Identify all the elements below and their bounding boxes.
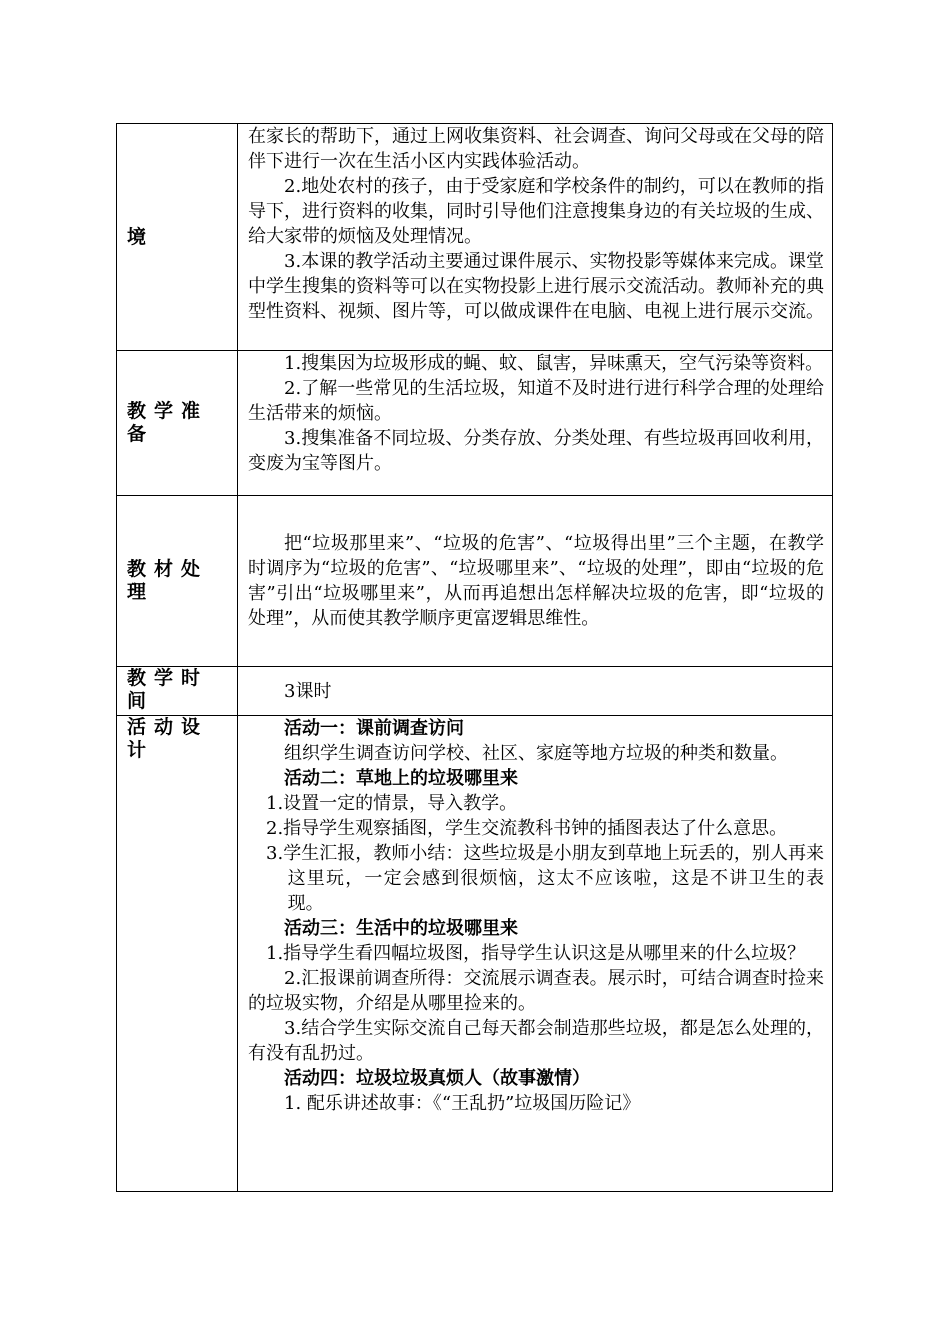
preparation-paragraph-1: 1.搜集因为垃圾形成的蝇、蚊、鼠害，异味熏天，空气污染等资料。 [284, 353, 824, 374]
activity4-title: 活动四：垃圾垃圾真烦人（故事激情） [284, 1068, 590, 1089]
content-material [238, 496, 833, 667]
content-preparation [238, 351, 833, 496]
environment-paragraph-1: 在家长的帮助下，通过上网收集资料、社会调查、询问父母或在父母的陪伴下进行一次在生活小区内实践体验活动。 [248, 126, 824, 172]
preparation-paragraph-2: 2.了解一些常见的生活垃圾，知道不及时进行进行科学合理的处理给生活带来的烦恼。 [248, 378, 824, 424]
row-environment [117, 124, 833, 351]
label-preparation: 教学准备 [117, 351, 238, 496]
lesson-plan-table [116, 123, 833, 1192]
label-time: 教学时间 [117, 667, 238, 716]
row-design [117, 716, 833, 1192]
activity3-item-1: 1.指导学生看四幅垃圾图，指导学生认识这是从哪里来的什么垃圾？ [266, 943, 806, 964]
activity2-item-1: 1.设置一定的情景，导入教学。 [266, 793, 518, 814]
content-design [238, 716, 833, 1192]
label-design: 活动设计 [117, 716, 238, 1192]
activity3-item-2: 2.汇报课前调查所得：交流展示调查表。展示时，可结合调查时捡来的垃圾实物，介绍是从哪里捡来的。 [248, 968, 824, 1014]
activity3-item-3: 3.结合学生实际交流自己每天都会制造那些垃圾，都是怎么处理的，有没有乱扔过。 [248, 1018, 824, 1064]
activity1-text: 组织学生调查访问学校、社区、家庭等地方垃圾的种类和数量。 [284, 743, 788, 764]
activity2-item-2: 2.指导学生观察插图，学生交流教科书钟的插图表达了什么意思。 [266, 818, 788, 839]
activity4-item-1: 1. 配乐讲述故事：《“王乱扔”垃圾国历险记》 [284, 1093, 641, 1114]
activity2-item-3: 3.学生汇报，教师小结：这些垃圾是小朋友到草地上玩丢的，别人再来这里玩，一定会感到很烦恼，这太不应该啦，这是不讲卫生的表现。 [266, 843, 824, 914]
label-environment: 境 [117, 124, 238, 351]
row-preparation [117, 351, 833, 496]
preparation-paragraph-3: 3.搜集准备不同垃圾、分类存放、分类处理、有些垃圾再回收利用，变废为宝等图片。 [248, 428, 824, 474]
row-material [117, 496, 833, 667]
environment-paragraph-2: 2.地处农村的孩子，由于受家庭和学校条件的制约，可以在教师的指导下，进行资料的收集，同时引导他们注意搜集身边的有关垃圾的生成、给大家带的烦恼及处理情况。 [248, 176, 824, 247]
material-paragraph: 把“垃圾那里来”、“垃圾的危害”、“垃圾得出里”三个主题，在教学时调序为“垃圾的危害”、“垃圾哪里来”、“垃圾的处理”，即由“垃圾的危害”引出“垃圾哪里来”，从而再追想出怎样解决垃圾的危害，即“垃圾的处理”，从而使其教学顺序更富逻辑思维性。 [248, 533, 824, 629]
activity1-title: 活动一：课前调查访问 [284, 718, 464, 739]
row-time [117, 667, 833, 716]
activity3-title: 活动三：生活中的垃圾哪里来 [284, 918, 518, 939]
label-material: 教材处理 [117, 496, 238, 667]
time-value: 3课时 [284, 680, 332, 702]
environment-paragraph-3: 3.本课的教学活动主要通过课件展示、实物投影等媒体来完成。课堂中学生搜集的资料等可以在实物投影上进行展示交流活动。教师补充的典型性资料、视频、图片等，可以做成课件在电脑、电视上进行展示交流。 [248, 251, 824, 322]
content-environment [238, 124, 833, 351]
content-time [238, 667, 833, 716]
activity2-title: 活动二：草地上的垃圾哪里来 [284, 768, 518, 789]
